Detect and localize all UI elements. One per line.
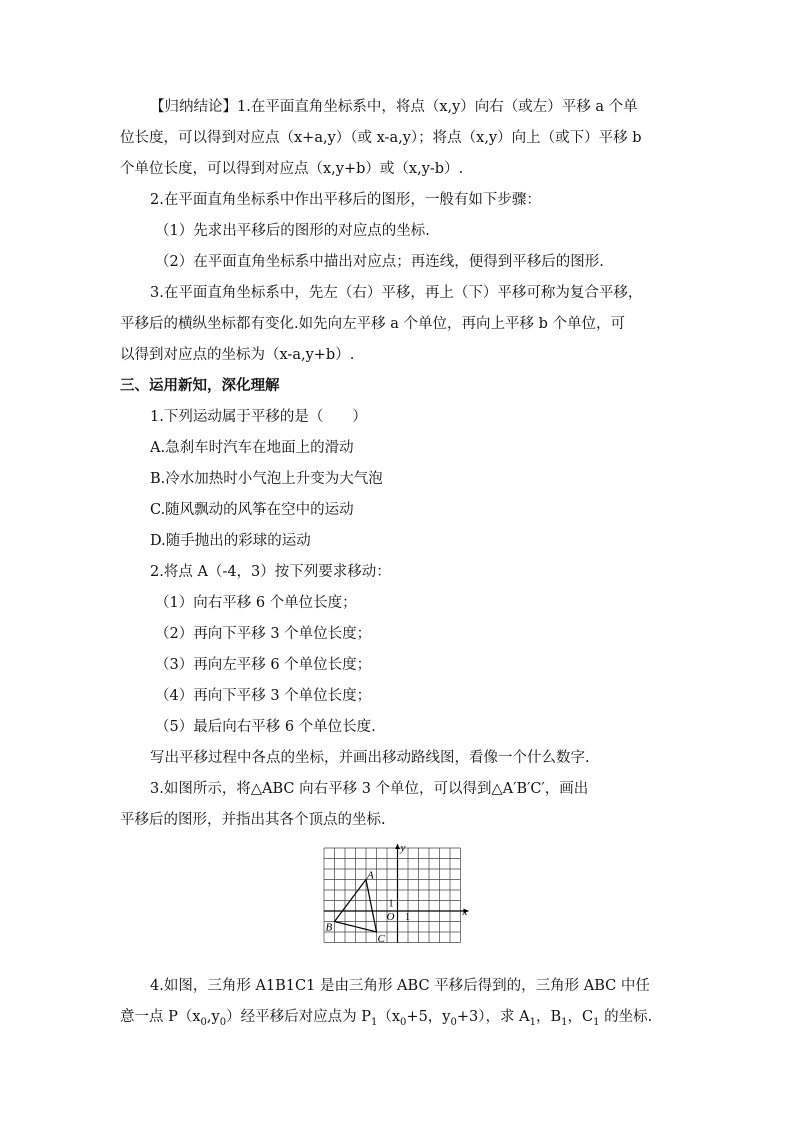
instruction-line: 写出平移过程中各点的坐标，并画出移动路线图，看像一个什么数字. bbox=[150, 750, 590, 766]
origin-label: O bbox=[386, 911, 395, 923]
option-a: A.急刹车时汽车在地面上的滑动 bbox=[150, 440, 354, 456]
subscript: 1 bbox=[593, 1016, 600, 1028]
text-run: ,y bbox=[206, 1009, 220, 1025]
y-axis-arrow bbox=[395, 844, 400, 849]
grid-lines bbox=[324, 848, 461, 943]
vertex-label-a: A bbox=[367, 869, 374, 882]
option-b: B.冷水加热时小气泡上升变为大气泡 bbox=[150, 471, 383, 487]
text-line: 3.在平面直角坐标系中，先左（右）平移，再上（下）平移可称为复合平移， bbox=[150, 285, 643, 301]
step-1: （1）向右平移 6 个单位长度； bbox=[155, 595, 357, 611]
text-line: 位长度，可以得到对应点（x+a,y）（或 x-a,y）；将点（x,y）向上（或下）平移 b bbox=[120, 130, 642, 146]
subscript: 0 bbox=[200, 1016, 207, 1028]
subscript: 0 bbox=[400, 1016, 407, 1028]
text-line: （2）在平面直角坐标系中描出对应点；再连线，便得到平移后的图形. bbox=[155, 254, 604, 270]
step-3: （3）再向左平移 6 个单位长度； bbox=[155, 657, 372, 673]
step-2: （2）再向下平移 3 个单位长度； bbox=[155, 626, 372, 642]
question-3-cont: 平移后的图形，并指出其各个顶点的坐标. bbox=[120, 812, 386, 828]
text-run: （x bbox=[377, 1009, 401, 1025]
subscript: 0 bbox=[219, 1016, 227, 1028]
subscript: 1 bbox=[529, 1016, 536, 1028]
y-axis-label: y bbox=[400, 842, 406, 854]
question-4-cont bbox=[120, 1006, 680, 1028]
text-line: 个单位长度，可以得到对应点（x,y+b）或（x,y-b）. bbox=[120, 161, 464, 177]
question-2: 2.将点 A（-4，3）按下列要求移动： bbox=[150, 564, 391, 580]
subscript: 0 bbox=[450, 1016, 457, 1028]
text-run: 的坐标. bbox=[599, 1009, 653, 1025]
option-d: D.随手抛出的彩球的运动 bbox=[150, 533, 311, 549]
text-line: （1）先求出平移后的图形的对应点的坐标. bbox=[155, 223, 430, 239]
text-line: 以得到对应点的坐标为（x-a,y+b）. bbox=[120, 347, 355, 363]
x-axis-label: x bbox=[462, 906, 468, 918]
question-4: 4.如图，三角形 A1B1C1 是由三角形 ABC 平移后得到的，三角形 ABC 中任 bbox=[150, 978, 650, 994]
step-5: （5）最后向右平移 6 个单位长度. bbox=[155, 719, 376, 735]
vertex-label-c: C bbox=[377, 933, 385, 945]
text-line: 平移后的横纵坐标都有变化.如先向左平移 a 个单位，再向上平移 b 个单位，可 bbox=[120, 316, 625, 332]
text-run: ，C bbox=[567, 1009, 594, 1025]
text-run: ，B bbox=[535, 1009, 562, 1025]
unit-label-y: 1 bbox=[388, 898, 394, 910]
step-4: （4）再向下平移 3 个单位长度； bbox=[155, 688, 372, 704]
question-1: 1.下列运动属于平移的是（ ） bbox=[150, 409, 367, 425]
coordinate-grid-figure bbox=[318, 842, 478, 964]
subscript: 1 bbox=[370, 1016, 378, 1028]
grid-svg bbox=[318, 842, 478, 964]
option-c: C.随风飘动的风筝在空中的运动 bbox=[150, 502, 354, 518]
vertex-label-b: B bbox=[325, 921, 333, 934]
unit-label-x: 1 bbox=[405, 912, 410, 923]
text-line: 【归纳结论】1.在平面直角坐标系中，将点（x,y）向右（或左）平移 a 个单 bbox=[150, 99, 638, 115]
text-run: +5，y bbox=[406, 1009, 451, 1025]
text-run: 意一点 P（x bbox=[120, 1009, 201, 1025]
question-3: 3.如图所示，将△ABC 向右平移 3 个单位，可以得到△A′B′C′，画出 bbox=[150, 781, 589, 797]
section-heading: 三、运用新知，深化理解 bbox=[120, 378, 280, 394]
subscript: 1 bbox=[561, 1016, 568, 1028]
text-run: ）经平移后对应点为 P bbox=[226, 1009, 371, 1025]
text-line: 2.在平面直角坐标系中作出平移后的图形，一般有如下步骤： bbox=[150, 192, 541, 208]
text-run: +3），求 A bbox=[456, 1009, 530, 1025]
